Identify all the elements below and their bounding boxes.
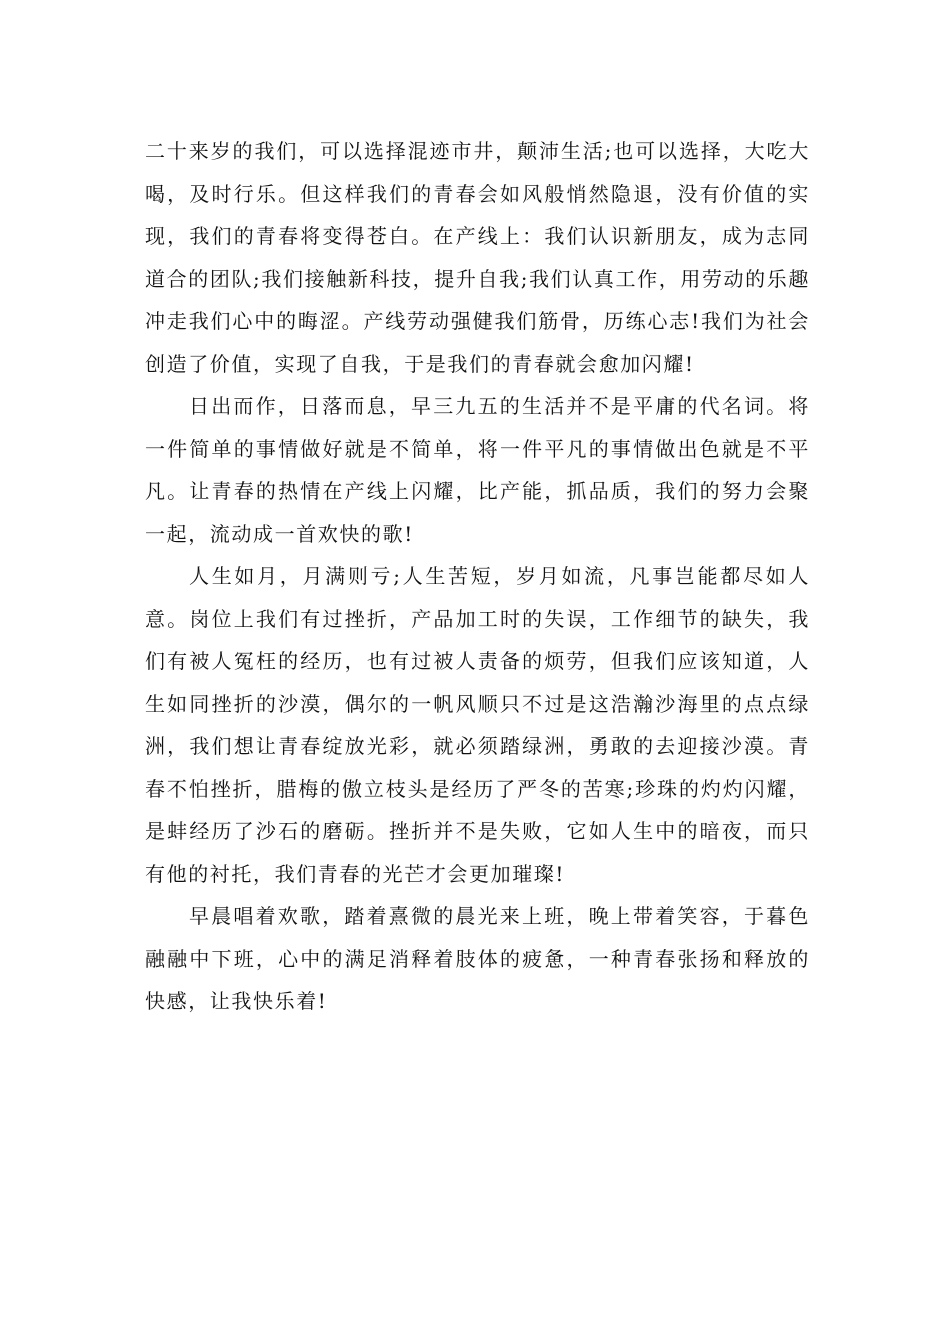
paragraph-3: 人生如月，月满则亏;人生苦短，岁月如流，凡事岂能都尽如人意。岗位上我们有过挫折，产品加工时的失误，工作细节的缺失，我们有被人冤枉的经历，也有过被人责备的烦劳，但我们应该知道，人生如同挫折的沙漠，偶尔的一帆风顺只不过是这浩瀚沙海里的点点绿洲，我们想让青春绽放光彩，就必须踏绿洲，勇敢的去迎接沙漠。青春不怕挫折，腊梅的傲立枝头是经历了严冬的苦寒;珍珠的灼灼闪耀，是蚌经历了沙石的磨砺。挫折并不是失败，它如人生中的暗夜，而只有他的衬托，我们青春的光芒才会更加璀璨! xyxy=(145,564,810,886)
paragraph-2: 日出而作，日落而息，早三九五的生活并不是平庸的代名词。将一件简单的事情做好就是不简单，将一件平凡的事情做出色就是不平凡。让青春的热情在产线上闪耀，比产能，抓品质，我们的努力会聚一起，流动成一首欢快的歌! xyxy=(145,394,810,546)
paragraph-4: 早晨唱着欢歌，踏着熹微的晨光来上班，晚上带着笑容，于暮色融融中下班，心中的满足消释着肢体的疲惫，一种青春张扬和释放的快感，让我快乐着! xyxy=(145,904,810,1013)
document-body xyxy=(145,130,810,1023)
paragraph-1: 二十来岁的我们，可以选择混迹市井，颠沛生活;也可以选择，大吃大喝，及时行乐。但这样我们的青春会如风般悄然隐退，没有价值的实现，我们的青春将变得苍白。在产线上：我们认识新朋友，成为志同道合的团队;我们接触新科技，提升自我;我们认真工作，用劳动的乐趣冲走我们心中的晦涩。产线劳动强健我们筋骨，历练心志!我们为社会创造了价值，实现了自我，于是我们的青春就会愈加闪耀! xyxy=(145,139,810,376)
